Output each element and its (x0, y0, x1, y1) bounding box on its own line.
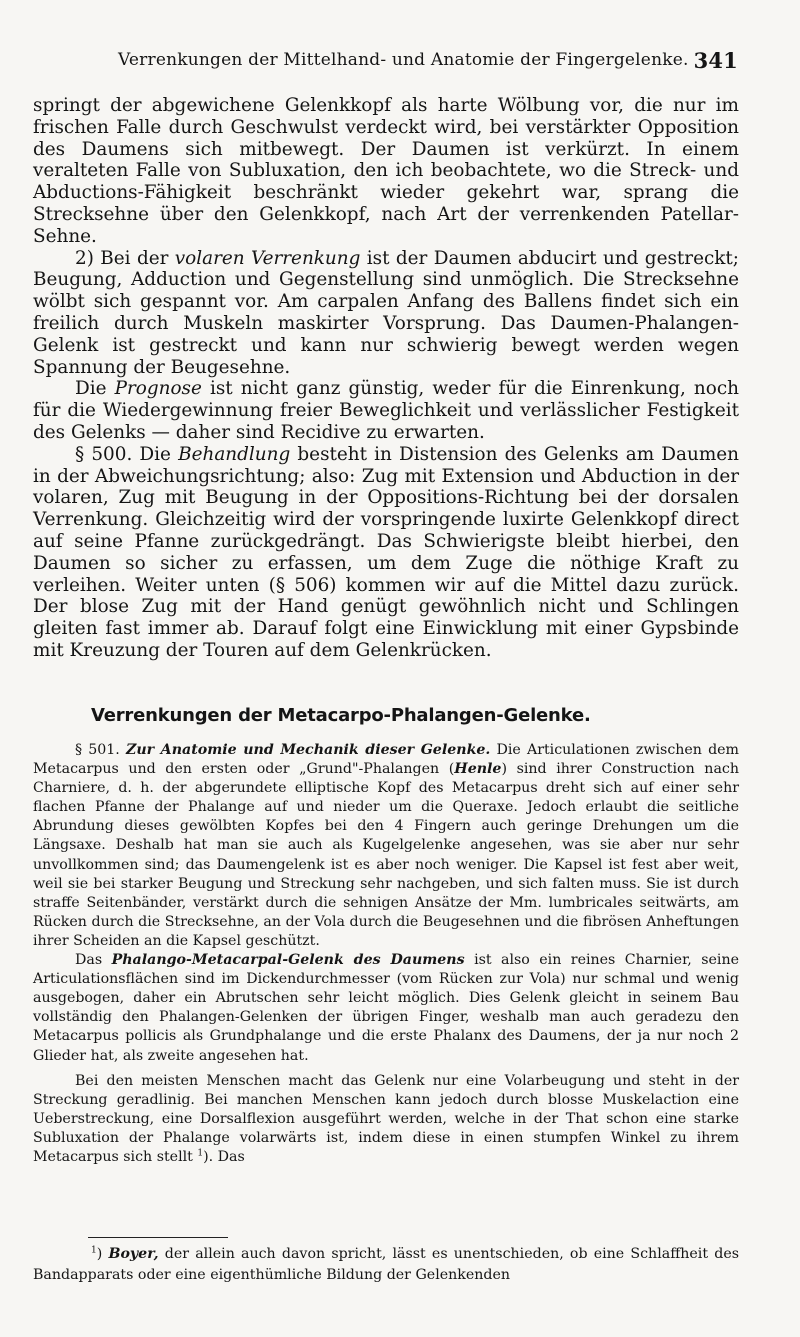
page-number: 341 (693, 48, 738, 73)
paragraph-section-500: § 500. Die Behandlung besteht in Distension des Gelenks am Daumen in der Abweichungsrichtung; also: Zug mit Extension und Abduction in der volaren, Zug mit Beugung in der Oppositions-Richtung bei der dorsalen Verrenkung. Gleichzeitig wird der vorspringende luxirte Gelenkkopf direct auf seine Pfanne zurückgedrängt. Das Schwierigste bleibt hierbei, den Daumen so sicher zu erfassen, um dem Zuge die nöthige Kraft zu verleihen. Weiter unten (§ 506) kommen wir auf die Mittel dazu zurück. Der blose Zug mit der Hand genügt gewöhnlich nicht und Schlingen gleiten fast immer ab. Darauf folgt eine Einwicklung mit einer Gypsbinde mit Kreuzung der Touren auf dem Gelenkrücken. (33, 443, 739, 661)
footnote-reference: 1 (197, 1148, 204, 1159)
main-text-block (33, 95, 739, 662)
running-header (118, 48, 738, 73)
paragraph-volar-dislocation: 2) Bei der volaren Verrenkung ist der Daumen abducirt und gestreckt; Beugung, Adduction und Gegenstellung sind unmöglich. Die Strecksehne wölbt sich gespannt vor. Am carpalen Anfang des Ballens findet sich ein freilich durch Muskeln maskirter Vorsprung. Das Daumen-Phalangen-Gelenk ist gestreckt und kann nur schwierig bewegt werden wegen Spannung der Beugesehne. (33, 247, 739, 378)
running-title: Verrenkungen der Mittelhand- und Anatomie der Fingergelenke. (118, 50, 689, 70)
paragraph-section-501: § 501. Zur Anatomie und Mechanik dieser Gelenke. Die Articulationen zwischen dem Metacarpus und den ersten oder „Grund"-Phalangen (Henle) sind ihrer Construction nach Charniere, d. h. der abgerundete elliptische Kopf des Metacarpus dreht sich auf einer sehr flachen Pfanne der Phalange auf und nieder um die Queraxe. Jedoch erlaubt die seitliche Abrundung dieses gewölbten Kopfes bei den 4 Fingern auch geringe Drehungen um die Längsaxe. Deshalb hat man sie auch als Kugelgelenke angesehen, was sie aber nur sehr unvollkommen sind; das Daumengelenk ist es aber noch weniger. Die Kapsel ist fest aber weit, weil sie bei starker Beugung und Streckung sehr nachgeben, und sich falten muss. Sie ist durch straffe Seitenbänder, verstärkt durch die sehnigen Ansätze der Mm. lumbricales seitwärts, am Rücken durch die Strecksehne, an der Vola durch die Beugesehnen und die fibrösen Anheftungen ihrer Scheiden an die Kapsel geschützt. (33, 742, 740, 949)
paragraph-flexion: Bei den meisten Menschen macht das Gelenk nur eine Volarbeugung und steht in der Streckung geradlinig. Bei manchen Menschen kann jedoch durch blosse Muskelaction eine Ueberstreckung, eine Dorsalflexion ausgeführt werden, welche in der That schon eine starke Subluxation der Phalange volarwärts ist, indem diese in einen stumpfen Winkel zu ihrem Metacarpus sich stellt $^1$). Das (33, 1072, 739, 1165)
small-text-block (33, 741, 739, 1167)
footnote-rule (88, 1237, 228, 1238)
paragraph-thumb-joint: Das Phalango-Metacarpal-Gelenk des Daumens ist also ein reines Charnier, seine Articulationsflächen sind im Dickendurchmesser (vom Rücken zur Vola) nur schmal und wenig ausgebogen, daher ein Abrutschen sehr leicht möglich. Dies Gelenk gleicht in seinem Bau vollständig den Phalangen-Gelenken der übrigen Finger, weshalb man auch geradezu den Metacarpus pollicis als Grundphalange und die erste Phalanx des Daumens, der ja nur noch 2 Glieder hat, als zweite angesehen hat. (33, 952, 739, 1064)
section-heading: Verrenkungen der Metacarpo-Phalangen-Gelenke. (91, 705, 591, 726)
footnote: $^1$) Boyer, der allein auch davon spricht, lässt es unentschieden, ob eine Schlaffheit des Bandapparats oder eine eigenthümliche Bildung der Gelenkenden (33, 1245, 739, 1283)
paragraph-prognosis: Die Prognose ist nicht ganz günstig, weder für die Einrenkung, noch für die Wiedergewinnung freier Beweglichkeit und verlässlicher Festigkeit des Gelenks — daher sind Recidive zu erwarten. (33, 378, 739, 443)
footnote-marker: 1 (91, 1245, 97, 1256)
footnotes (33, 1244, 739, 1286)
paragraph: springt der abgewichene Gelenkkopf als harte Wölbung vor, die nur im frischen Falle durch Geschwulst verdeckt wird, bei verstärkter Opposition des Daumens sich mitbewegt. Der Daumen ist verkürzt. In einem veralteten Falle von Subluxation, den ich beobachtete, wo die Streck- und Abductions-Fähigkeit beschränkt wieder gekehrt war, sprang die Strecksehne über den Gelenkkopf, nach Art der verrenkenden Patellar-Sehne. (33, 95, 739, 247)
